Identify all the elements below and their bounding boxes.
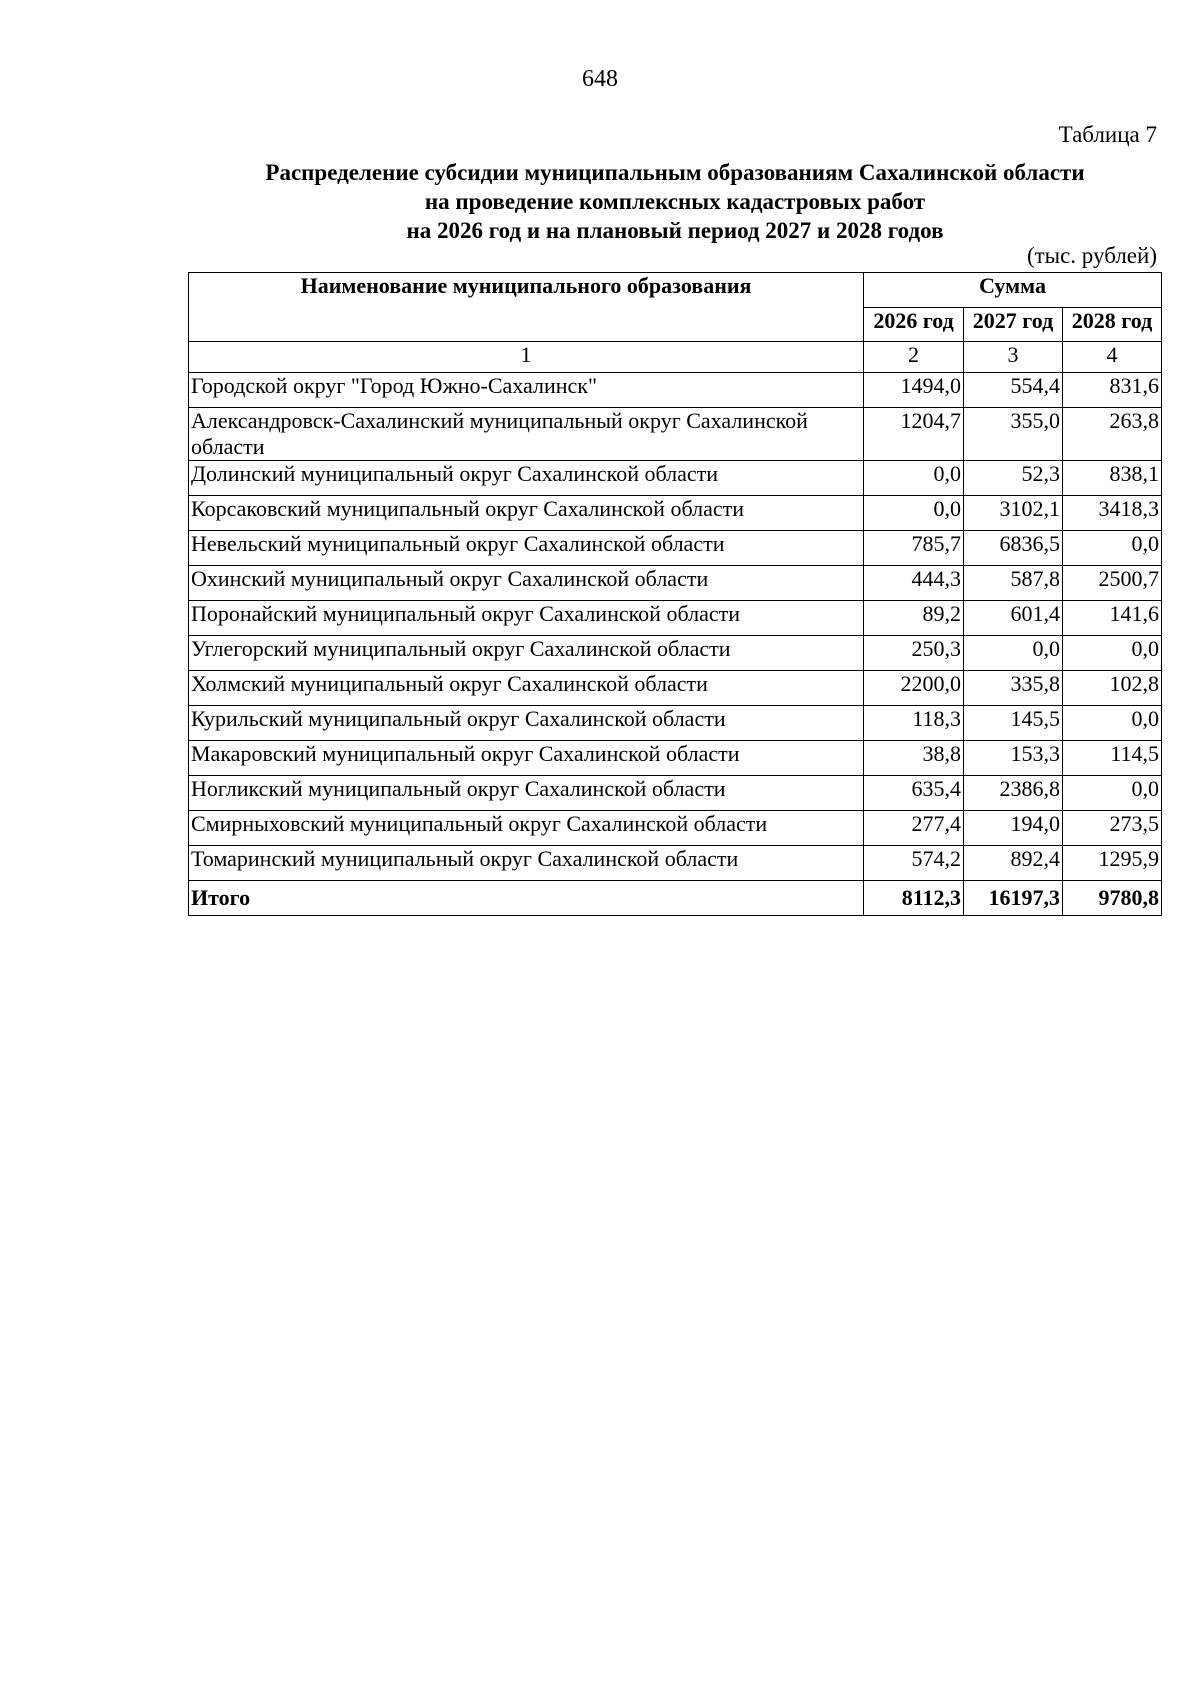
- title-line: на 2026 год и на плановый период 2027 и 2028 годов: [406, 218, 944, 243]
- value-2026: 277,4: [864, 811, 964, 846]
- value-2027: 2386,8: [964, 776, 1063, 811]
- value-2028: 263,8: [1063, 408, 1162, 461]
- value-2027: 587,8: [964, 566, 1063, 601]
- total-label: Итого: [189, 881, 864, 916]
- municipality-name: Смирныховский муниципальный округ Сахалинской области: [189, 811, 864, 846]
- value-2027: 355,0: [964, 408, 1063, 461]
- value-2027: 3102,1: [964, 496, 1063, 531]
- value-2027: 554,4: [964, 373, 1063, 408]
- value-2026: 0,0: [864, 496, 964, 531]
- header-sum: Сумма: [864, 273, 1162, 308]
- value-2026: 444,3: [864, 566, 964, 601]
- total-row: [189, 881, 1162, 916]
- value-2026: 574,2: [864, 846, 964, 881]
- table-row: [189, 601, 1162, 636]
- value-2026: 0,0: [864, 461, 964, 496]
- value-2028: 114,5: [1063, 741, 1162, 776]
- value-2026: 2200,0: [864, 671, 964, 706]
- table-row: [189, 811, 1162, 846]
- municipality-name: Охинский муниципальный округ Сахалинской области: [189, 566, 864, 601]
- table-label: Таблица 7: [1058, 122, 1157, 147]
- title-line: Распределение субсидии муниципальным образованиям Сахалинской области: [265, 160, 1085, 185]
- column-number: 1: [189, 342, 864, 373]
- value-2028: 1295,9: [1063, 846, 1162, 881]
- header-year: 2026 год: [864, 308, 964, 342]
- municipality-name: Ногликский муниципальный округ Сахалинской области: [189, 776, 864, 811]
- value-2028: 838,1: [1063, 461, 1162, 496]
- value-2027: 153,3: [964, 741, 1063, 776]
- table-row: [189, 741, 1162, 776]
- total-2028: 9780,8: [1063, 881, 1162, 916]
- table-row: [189, 846, 1162, 881]
- municipality-name: Углегорский муниципальный округ Сахалинской области: [189, 636, 864, 671]
- page-number: 648: [582, 66, 618, 92]
- value-2027: 0,0: [964, 636, 1063, 671]
- value-2026: 1204,7: [864, 408, 964, 461]
- total-2027: 16197,3: [964, 881, 1063, 916]
- table-row: [189, 706, 1162, 741]
- table-row: [189, 671, 1162, 706]
- total-2026: 8112,3: [864, 881, 964, 916]
- column-number: 4: [1063, 342, 1162, 373]
- municipality-name: Поронайский муниципальный округ Сахалинской области: [189, 601, 864, 636]
- units-label: (тыс. рублей): [1026, 243, 1157, 268]
- table-row: [189, 776, 1162, 811]
- value-2026: 250,3: [864, 636, 964, 671]
- title-line: на проведение комплексных кадастровых работ: [424, 189, 926, 214]
- value-2027: 52,3: [964, 461, 1063, 496]
- column-number: 2: [864, 342, 964, 373]
- value-2028: 0,0: [1063, 776, 1162, 811]
- table-row: [189, 531, 1162, 566]
- table-row: [189, 566, 1162, 601]
- value-2028: 0,0: [1063, 706, 1162, 741]
- value-2026: 785,7: [864, 531, 964, 566]
- municipality-name: Невельский муниципальный округ Сахалинской области: [189, 531, 864, 566]
- value-2028: 3418,3: [1063, 496, 1162, 531]
- value-2028: 141,6: [1063, 601, 1162, 636]
- value-2027: 194,0: [964, 811, 1063, 846]
- table-row: [189, 408, 1162, 461]
- column-number: 3: [964, 342, 1063, 373]
- value-2028: 0,0: [1063, 636, 1162, 671]
- municipality-name: Александровск-Сахалинский муниципальный округ Сахалинской области: [189, 408, 864, 461]
- municipality-name: Курильский муниципальный округ Сахалинской области: [189, 706, 864, 741]
- municipality-name: Макаровский муниципальный округ Сахалинской области: [189, 741, 864, 776]
- table-row: [189, 496, 1162, 531]
- municipality-name: Корсаковский муниципальный округ Сахалинской области: [189, 496, 864, 531]
- value-2027: 6836,5: [964, 531, 1063, 566]
- value-2028: 0,0: [1063, 531, 1162, 566]
- municipality-name: Томаринский муниципальный округ Сахалинской области: [189, 846, 864, 881]
- value-2026: 1494,0: [864, 373, 964, 408]
- municipality-name: Долинский муниципальный округ Сахалинской области: [189, 461, 864, 496]
- value-2028: 102,8: [1063, 671, 1162, 706]
- value-2026: 635,4: [864, 776, 964, 811]
- value-2027: 892,4: [964, 846, 1063, 881]
- header-name: Наименование муниципального образования: [189, 273, 864, 342]
- value-2026: 89,2: [864, 601, 964, 636]
- value-2027: 335,8: [964, 671, 1063, 706]
- value-2027: 601,4: [964, 601, 1063, 636]
- municipality-name: Холмский муниципальный округ Сахалинской области: [189, 671, 864, 706]
- municipality-name: Городской округ "Город Южно-Сахалинск": [189, 373, 864, 408]
- header-year: 2027 год: [964, 308, 1063, 342]
- value-2026: 118,3: [864, 706, 964, 741]
- document-title: [190, 158, 1160, 245]
- value-2026: 38,8: [864, 741, 964, 776]
- subsidy-table: [188, 272, 1162, 916]
- value-2028: 831,6: [1063, 373, 1162, 408]
- table-row: [189, 461, 1162, 496]
- header-year: 2028 год: [1063, 308, 1162, 342]
- value-2028: 2500,7: [1063, 566, 1162, 601]
- value-2027: 145,5: [964, 706, 1063, 741]
- value-2028: 273,5: [1063, 811, 1162, 846]
- table-row: [189, 636, 1162, 671]
- table-row: [189, 373, 1162, 408]
